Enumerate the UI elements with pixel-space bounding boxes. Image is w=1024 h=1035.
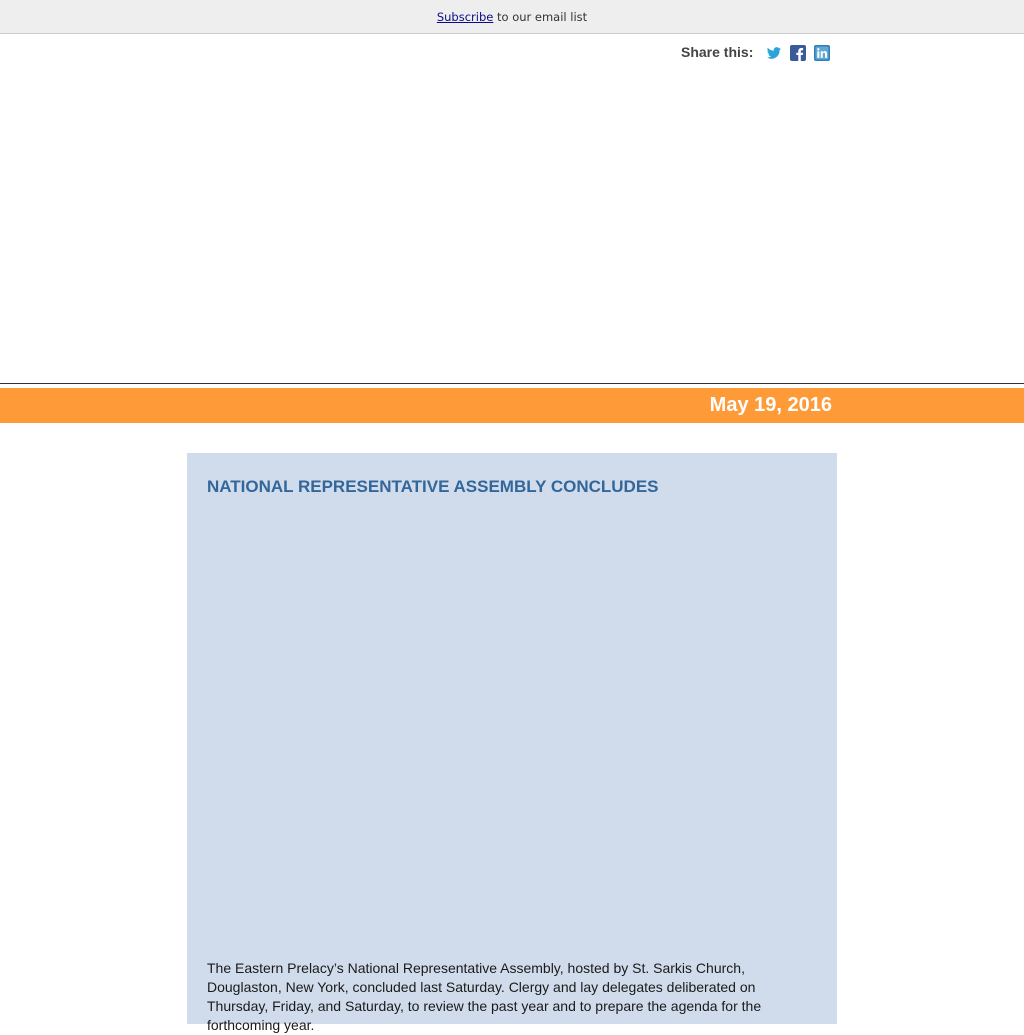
subscribe-link[interactable]: Subscribe (436, 10, 494, 24)
date-banner (0, 388, 1024, 423)
article-headline: NATIONAL REPRESENTATIVE ASSEMBLY CONCLUDES (207, 477, 659, 496)
article-card (187, 453, 837, 1033)
subscribe-bar (0, 0, 1024, 34)
share-label: Share this: (681, 44, 754, 60)
linkedin-icon[interactable] (814, 45, 830, 61)
share-bar (681, 42, 838, 64)
subscribe-text: to our email list (493, 10, 588, 24)
header-divider (0, 383, 1024, 384)
facebook-icon[interactable] (790, 45, 806, 61)
twitter-icon[interactable] (766, 45, 782, 61)
article-body: The Eastern Prelacy’s National Representative Assembly, hosted by St. Sarkis Church, Douglaston, New York, concluded last Saturday. Clergy and lay delegates deliberated on Thursday, Friday, and Saturday, to review the past year and to prepare the agenda for the forthcoming year. (207, 960, 762, 1033)
issue-date: May 19, 2016 (709, 394, 832, 416)
